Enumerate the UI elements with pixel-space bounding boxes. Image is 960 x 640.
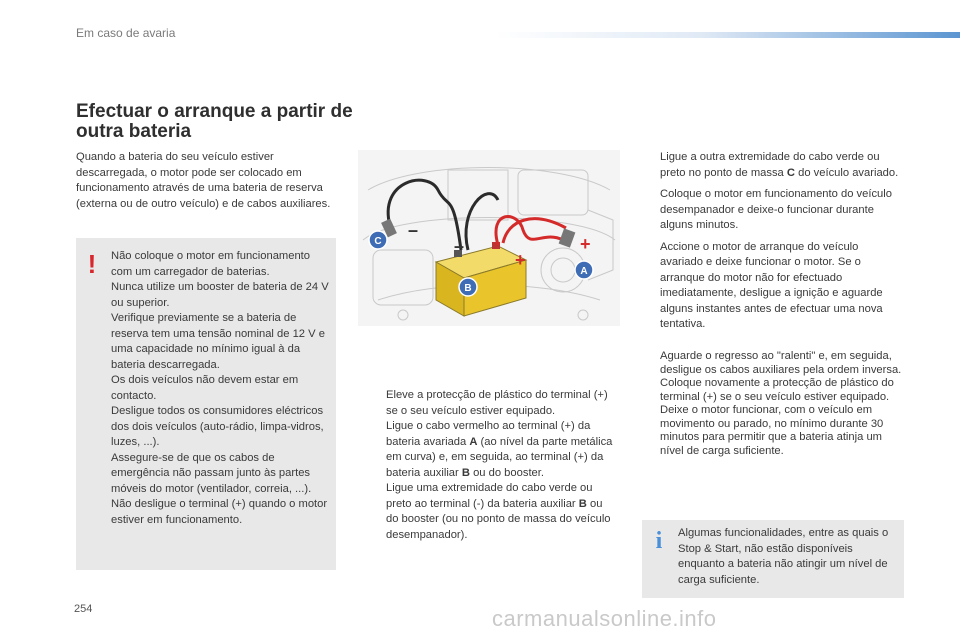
jump-start-illustration bbox=[358, 150, 620, 326]
steps-list-right bbox=[642, 150, 904, 339]
watermark: carmanualsonline.info bbox=[492, 606, 717, 631]
label-c-badge bbox=[369, 231, 387, 249]
header-bar bbox=[495, 32, 960, 38]
plus-sign: + bbox=[580, 234, 591, 254]
step-text: ou do booster (ou no ponto de massa do veículo desempanador). bbox=[386, 497, 611, 541]
steps-list-middle bbox=[368, 388, 614, 543]
step-item bbox=[642, 350, 904, 377]
step-item bbox=[642, 150, 904, 181]
step-ref-label: A bbox=[469, 435, 478, 448]
label-b-badge bbox=[459, 278, 477, 296]
step-item bbox=[642, 240, 904, 333]
step-text: do veículo avariado. bbox=[794, 166, 899, 179]
step-text: Deixe o motor funcionar, com o veículo em movimento ou parado, no mínimo durante 30 minutos para permitir que a bateria atinja um nível de carga suficiente. bbox=[660, 404, 884, 457]
warning-line: Não desligue o terminal (+) quando o motor estiver em funcionamento. bbox=[111, 498, 328, 526]
step-text: Accione o motor de arranque do veículo avariado e deixe funcionar o motor. Se o arranque do motor não for efectuado imediatamente, desligue a ignição e aguarde alguns instantes antes de efectuar uma nova tentativa. bbox=[660, 240, 883, 330]
clamp bbox=[559, 228, 576, 247]
label-a: A bbox=[580, 266, 588, 277]
warning-line: Desligue todos os consumidores eléctricos dos dois veículos (auto-rádio, limpa-vidros, luzes, ...). bbox=[111, 405, 324, 448]
label-c: C bbox=[374, 236, 382, 247]
step-text: Coloque novamente a protecção de plástico do terminal (+) se o seu veículo estiver equipado. bbox=[660, 377, 894, 403]
step-text: Eleve a protecção de plástico do terminal (+) se o seu veículo estiver equipado. bbox=[386, 389, 608, 417]
steps-list-right-2 bbox=[642, 350, 904, 458]
step-text: ou do booster. bbox=[469, 466, 544, 479]
minus-sign: – bbox=[408, 220, 419, 240]
step-item bbox=[368, 419, 614, 481]
step-item bbox=[642, 187, 904, 234]
plus-sign: + bbox=[515, 250, 526, 270]
step-text: Ligue o cabo vermelho ao terminal (+) da bateria avariada bbox=[386, 420, 591, 448]
warning-line: Verifique previamente se a bateria de reserva tem uma tensão nominal de 12 V e uma capacidade no mínimo igual à da bateria descarregada. bbox=[111, 312, 325, 371]
step-ref-label: B bbox=[578, 497, 587, 510]
section-title: Em caso de avaria bbox=[76, 26, 176, 40]
step-item bbox=[642, 377, 904, 404]
warning-text bbox=[111, 249, 333, 528]
step-item bbox=[368, 481, 614, 543]
warning-line: Assegure-se de que os cabos de emergência não passam junto às partes móveis do motor (ventilador, correia, ...). bbox=[111, 451, 312, 495]
step-text: (ao nível da parte metálica em curva) e, em seguida, ao terminal (+) da bateria auxiliar bbox=[386, 435, 613, 479]
step-item bbox=[642, 404, 904, 458]
label-b: B bbox=[464, 283, 472, 294]
step-text: Ligue a outra extremidade do cabo verde ou preto no ponto de massa bbox=[660, 151, 880, 179]
intro-paragraph: Quando a bateria do seu veículo estiver descarregada, o motor pode ser colocado em funcionamento através de uma bateria de reserva (externa ou de outro veículo) e de cabos auxiliares. bbox=[76, 151, 331, 210]
warning-line: Os dois veículos não devem estar em contacto. bbox=[111, 374, 299, 402]
black-cable bbox=[388, 180, 461, 250]
step-text: Coloque o motor em funcionamento do veículo desempanador e deixe-o funcionar durante alguns minutos. bbox=[660, 188, 892, 231]
step-ref-label: C bbox=[786, 166, 795, 179]
step-text: Ligue uma extremidade do cabo verde ou preto ao terminal (-) da bateria auxiliar bbox=[386, 482, 593, 510]
black-cable-2 bbox=[466, 194, 498, 250]
label-a-badge bbox=[575, 261, 593, 279]
warning-line: Não coloque o motor em funcionamento com um carregador de baterias. bbox=[111, 250, 311, 278]
page-title: Efectuar o arranque a partir de outra bateria bbox=[76, 101, 353, 142]
step-text: Aguarde o regresso ao "ralenti" e, em seguida, desligue os cabos auxiliares pela ordem inversa. bbox=[660, 350, 902, 376]
minus-sign: – bbox=[454, 236, 465, 256]
step-item bbox=[368, 388, 614, 419]
booster-battery bbox=[436, 242, 526, 316]
step-ref-label: B bbox=[461, 466, 470, 479]
engine-bay-svg bbox=[358, 150, 620, 326]
info-text: Algumas funcionalidades, entre as quais o Stop & Start, não estão disponíveis enquanto a bateria não atingir um nível de carga suficiente. bbox=[678, 527, 889, 586]
warning-line: Nunca utilize um booster de bateria de 24 V ou superior. bbox=[111, 281, 329, 309]
page-number: 254 bbox=[74, 603, 93, 615]
exclamation-icon: ! bbox=[87, 249, 97, 279]
info-icon: i bbox=[655, 528, 663, 554]
